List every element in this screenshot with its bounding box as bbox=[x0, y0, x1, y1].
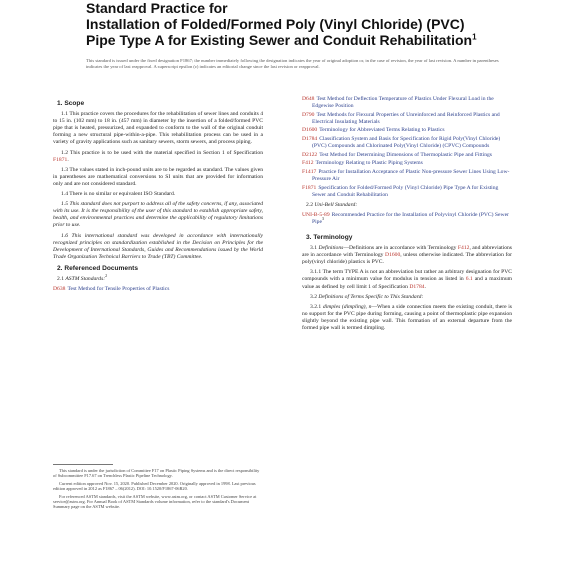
reference-title[interactable]: Terminology Relating to Plastic Piping Systems bbox=[315, 160, 423, 167]
scope-paragraph-1-5: 1.5 This standard does not purport to address all of the safety concerns, if any, associated with its use. It is the responsibility of the user of this standard to establish appropriate safety, health, and environmental practices and determine the applicability of regulatory limitations prior to use. bbox=[53, 201, 263, 229]
reference-title[interactable]: Test Method for Tensile Properties of Plastics bbox=[67, 286, 170, 293]
term-3-1-text-a: —Definitions are in accordance with Terminology bbox=[343, 245, 458, 252]
link-d1600[interactable]: D1600 bbox=[385, 252, 401, 259]
terminology-paragraph-3-1 bbox=[302, 245, 512, 266]
reference-item[interactable] bbox=[302, 151, 512, 159]
footnote-1b: Current edition approved Nov. 15, 2020. Published December 2020. Originally approved in 1998. Last previous edition approved in 2012 as F1867 – 06(2012). DOI: 10.1520/F1867-06R20. bbox=[53, 480, 256, 492]
reference-title[interactable]: Terminology for Abbreviated Terms Relating to Plastics bbox=[319, 127, 445, 134]
scope-1-2-end: . bbox=[67, 156, 69, 163]
scope-paragraph-1-6: 1.6 This international standard was developed in accordance with internationally recognized principles on standardization established in the Decision on Principles for the Development of International Standards, Guides and Recommendations issued by the World Trade Organization Technical Barriers to Trade (TBT) Committee. bbox=[53, 232, 263, 260]
document-title bbox=[86, 0, 506, 48]
reference-item[interactable] bbox=[302, 96, 512, 110]
reference-title[interactable]: Specification for Folded/Formed Poly (Vinyl Chloride) Pipe Type A for Existing Sewer and Conduit Rehabilitation bbox=[312, 184, 499, 198]
unibell-subheading-number: 2.2 bbox=[306, 201, 315, 208]
astm-subheading-number: 2.1 bbox=[57, 275, 66, 282]
term-3-1-label: Definitions bbox=[318, 245, 344, 252]
scope-paragraph-1-2 bbox=[53, 150, 263, 164]
scope-paragraph-1-1: 1.1 This practice covers the procedures for the rehabilitation of sewer lines and conduits 4 to 15 in. (102 mm) to 18 in. (457 mm) in diameter by the insertion of a folded/formed PVC pipe that is heated, pressurized, and expanded to conform to the wall of the original conduit forming a new structural pipe-within-a-pipe. This rehabilitation process can be used in a variety of gravity applications such as sanitary sewers, storm sewers, and process piping. bbox=[53, 111, 263, 146]
term-3-2-1-term: dimples (dimpling), n bbox=[322, 303, 372, 310]
reference-item-d638[interactable] bbox=[53, 286, 263, 293]
footnote-divider bbox=[53, 464, 113, 465]
scope-paragraph-1-4: 1.4 There is no similar or equivalent ISO Standard. bbox=[61, 191, 176, 198]
terminology-paragraph-3-1-1 bbox=[302, 269, 512, 290]
designation-notice: This standard is issued under the fixed designation F1867; the number immediately following the designation indicates the year of original adoption or, in the case of revision, the year of last revision. A number in parentheses indicates the year of last reapproval. A superscript epsilon (ε) indicates an editorial change since the last revision or reapproval. bbox=[86, 58, 499, 69]
unibell-footnote-marker: 3 bbox=[321, 217, 324, 222]
section-heading-scope: 1. Scope bbox=[57, 100, 85, 107]
title-line-3-text: Pipe Type A for Existing Sewer and Conduit Rehabilitation bbox=[86, 32, 473, 48]
reference-title[interactable]: Test Method for Deflection Temperature of Plastics Under Flexural Load in the Edgewise Position bbox=[312, 96, 494, 110]
reference-code[interactable]: UNI-B-5-89 bbox=[302, 211, 330, 218]
reference-code[interactable]: D1600 bbox=[302, 127, 318, 134]
term-3-1-num: 3.1 bbox=[310, 245, 319, 252]
unibell-subheading bbox=[306, 202, 512, 209]
left-column bbox=[53, 96, 263, 295]
reference-item-unibell[interactable] bbox=[302, 211, 512, 226]
term-3-1-text-b: , and abbreviations are in accordance with Terminology bbox=[302, 245, 512, 259]
term-3-2-num: 3.2 bbox=[310, 293, 319, 300]
section-heading-terminology: 3. Terminology bbox=[306, 234, 353, 241]
reference-code[interactable]: D2122 bbox=[302, 151, 318, 158]
reference-title[interactable]: Test Method for Determining Dimensions of Thermoplastic Pipe and Fittings bbox=[319, 151, 492, 158]
term-3-1-text-c: , unless otherwise indicated. The abbreviation for poly(vinyl chloride) plastics is PVC. bbox=[302, 252, 513, 266]
astm-standards-subheading bbox=[57, 276, 263, 283]
scope-paragraph-1-3: 1.3 The values stated in inch-pound units are to be regarded as standard. The values given in parentheses are mathematical conversions to SI units that are provided for information only and are not considered standard. bbox=[53, 166, 263, 187]
scope-1-2-text: 1.2 This practice is to be used with the material specified in Section 1 of Specification bbox=[61, 149, 263, 156]
unibell-subheading-label: Uni-Bell Standard: bbox=[314, 201, 358, 208]
term-3-1-1-text-a: 3.1.1 The term TYPE A is not an abbreviation but rather an arbitrary designation for PVC compounds with a minimum value for modulus in tension as listed in bbox=[302, 269, 512, 283]
reference-title[interactable]: Classification System and Basis for Specification for Rigid Poly(Vinyl Chloride) (PVC) Compounds and Chlorinated Poly(Vinyl Chloride) (CPVC) Compounds bbox=[312, 135, 501, 150]
astm-footnote-marker: 2 bbox=[105, 274, 108, 279]
reference-code[interactable]: F412 bbox=[302, 160, 314, 167]
reference-code[interactable]: F1417 bbox=[302, 168, 317, 175]
link-section-6-1[interactable]: 6.1 bbox=[465, 276, 473, 283]
reference-code[interactable]: D648 bbox=[302, 96, 315, 102]
reference-item[interactable] bbox=[302, 111, 512, 126]
term-3-2-1-num: 3.2.1 bbox=[310, 303, 323, 310]
reference-item[interactable] bbox=[302, 184, 512, 199]
reference-code[interactable]: F1871 bbox=[302, 184, 317, 191]
link-f1871[interactable]: F1871 bbox=[53, 156, 68, 163]
title-footnote-marker: 1 bbox=[472, 32, 477, 42]
reference-code[interactable]: D790 bbox=[302, 111, 315, 118]
reference-item[interactable] bbox=[302, 168, 512, 183]
footnote-2: For referenced ASTM standards, visit the ASTM website, www.astm.org, or contact ASTM Customer Service at service@astm.org. For Annual Book of ASTM Standards volume information, refer to the standard's Document Summary page on the ASTM website. bbox=[53, 493, 257, 510]
title-line-2: Installation of Folded/Formed Poly (Vinyl Chloride) (PVC) bbox=[86, 16, 465, 32]
reference-title[interactable]: Recommended Practice for the Installation of Polyvinyl Chloride (PVC) Sewer Pipe bbox=[312, 211, 509, 225]
term-3-1-1-text-c: . bbox=[424, 283, 426, 290]
section-heading-referenced: 2. Referenced Documents bbox=[57, 264, 138, 272]
term-3-2-label: Definitions of Terms Specific to This Standard: bbox=[318, 293, 424, 300]
reference-title[interactable]: Test Methods for Flexural Properties of Unreinforced and Reinforced Plastics and Electrical Insulating Materials bbox=[312, 111, 500, 125]
astm-subheading-label: ASTM Standards: bbox=[65, 275, 106, 282]
term-3-2-1-text: —When a side connection meets the existing conduit, there is no support for the PVC pipe during forming, causing a point of thermoplastic pipe expansion slightly beyond the existing pipe wall. This formation of an external departure from the formed pipe wall is termed dimpling. bbox=[302, 303, 512, 332]
title-line-3 bbox=[86, 32, 506, 48]
link-f412[interactable]: F412 bbox=[457, 245, 470, 252]
footnote-1: This standard is under the jurisdiction of Committee F17 on Plastic Piping Systems and is the direct responsibility of Subcommittee F17.67 on Trenchless Plastic Pipeline Technology. bbox=[53, 468, 260, 479]
title-line-1: Standard Practice for bbox=[86, 0, 228, 16]
reference-item[interactable] bbox=[302, 135, 512, 150]
reference-item[interactable] bbox=[302, 160, 512, 167]
footnotes bbox=[53, 468, 263, 512]
right-column bbox=[302, 96, 512, 335]
reference-code[interactable]: D638 bbox=[53, 286, 66, 293]
link-d1784[interactable]: D1784 bbox=[409, 283, 425, 290]
reference-title[interactable]: Practice for Installation Acceptance of Plastic Non-pressure Sewer Lines Using Low-Pressure Air bbox=[312, 168, 510, 182]
terminology-paragraph-3-2 bbox=[302, 294, 512, 301]
term-3-1-1-text-b: and a maximum value as defined by cell limit 1 of Specification bbox=[302, 276, 512, 290]
reference-item[interactable] bbox=[302, 127, 512, 134]
terminology-paragraph-3-2-1 bbox=[302, 304, 512, 332]
reference-code[interactable]: D1784 bbox=[302, 135, 318, 142]
